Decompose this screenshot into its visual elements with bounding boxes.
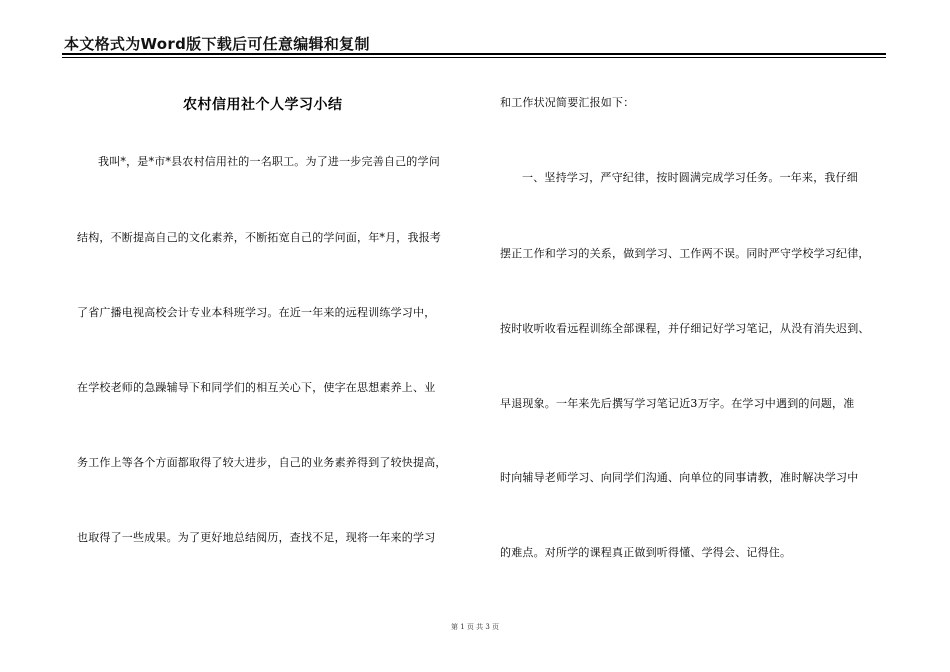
text-line: 我叫*，是*市*县农村信用社的一名职工。为了进一步完善自己的学问 xyxy=(98,155,440,168)
text-line: 一、坚持学习，严守纪律，按时圆满完成学习任务。一年来，我仔细 xyxy=(522,171,858,184)
text-line: 时向辅导老师学习、向同学们沟通、向单位的同事请教，准时解决学习中 xyxy=(500,471,859,484)
document-banner: 本文格式为Word版下载后可任意编辑和复制 xyxy=(64,35,370,53)
text-line: 的难点。对所学的课程真正做到听得懂、学得会、记得住。 xyxy=(500,546,792,559)
text-line: 摆正工作和学习的关系，做到学习、工作两不误。同时严守学校学习纪律， xyxy=(500,247,870,260)
header-rule-thin xyxy=(62,57,886,58)
page-number: 第 1 页 共 3 页 xyxy=(450,623,500,631)
text-line: 在学校老师的急躁辅导下和同学们的相互关心下，使字在思想素养上、业 xyxy=(77,381,436,394)
text-line: 按时收听收看远程训练全部课程，并仔细记好学习笔记，从没有消失迟到、 xyxy=(500,322,870,335)
header-rule xyxy=(62,53,886,55)
text-line: 务工作上等各个方面都取得了较大进步，自己的业务素养得到了较快提高， xyxy=(77,456,447,469)
text-line: 了省广播电视高校会计专业本科班学习。在近一年来的远程训练学习中， xyxy=(77,306,436,319)
text-line: 早退现象。一年来先后撰写学习笔记近3万字。在学习中遇到的问题，准 xyxy=(500,397,855,410)
page-title: 农村信用社个人学习小结 xyxy=(183,97,343,113)
text-line: 结构，不断提高自己的文化素养，不断拓宽自己的学问面，年*月，我报考 xyxy=(77,231,442,244)
text-line: 和工作状况简要汇报如下： xyxy=(500,96,635,109)
text-line: 也取得了一些成果。为了更好地总结阅历，查找不足，现将一年来的学习 xyxy=(77,531,436,544)
